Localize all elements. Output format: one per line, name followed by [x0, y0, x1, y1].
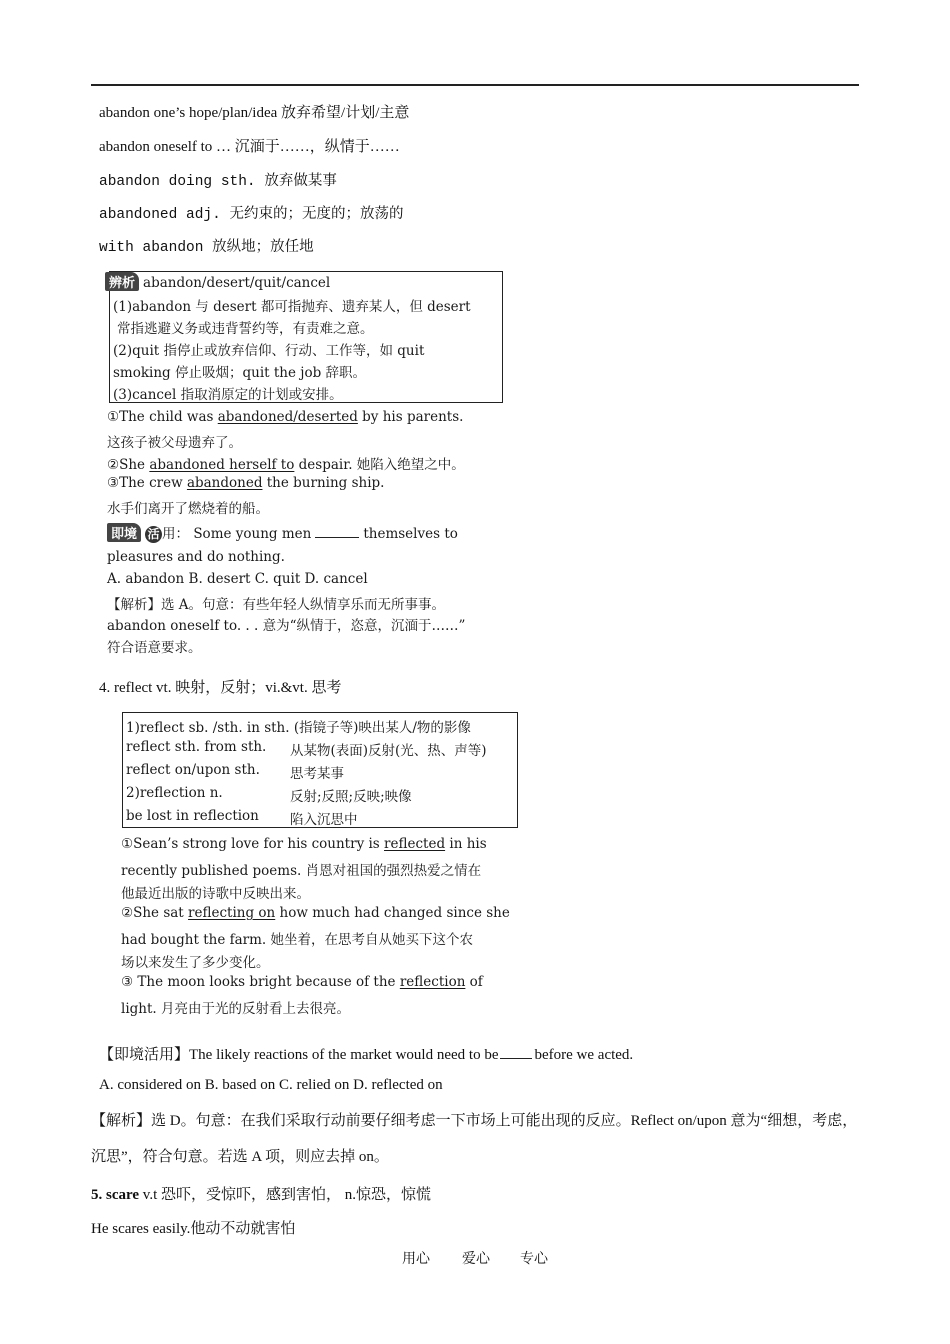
practice-1-answer-3: 符合语意要求。	[107, 640, 202, 656]
answer-blank	[315, 537, 359, 538]
practice-1-line-2: pleasures and do nothing.	[107, 549, 285, 565]
example-2: ②She abandoned herself to despair. 她陷入绝望之中。	[107, 457, 465, 473]
huo-icon: 活	[145, 526, 162, 543]
practice-1-options: A. abandon B. desert C. quit D. cancel	[107, 571, 368, 587]
reflect-row-4-cn: 反射;反照;反映;映像	[290, 789, 412, 805]
reflect-example-2-l3: 场以来发生了多少变化。	[121, 955, 270, 971]
practice-1-question: 即境 活 用： Some young men themselves to	[107, 522, 458, 543]
reflect-row-2-cn: 从某物(表面)反射(光、热、声等)	[290, 743, 487, 759]
practice-1-answer-2: abandon oneself to. . . 意为“纵情于，恣意，沉湎于……”	[107, 618, 466, 634]
practice-2-options: A. considered on B. based on C. relied on D. reflected on	[99, 1077, 443, 1093]
line-abandon-hope: abandon one’s hope/plan/idea 放弃希望/计划/主意	[99, 105, 410, 121]
reflect-row-5-cn: 陷入沉思中	[290, 812, 358, 828]
reflect-example-2-l2: had bought the farm. 她坐着，在思考自从她买下这个农	[121, 932, 473, 948]
line-abandoned-adj: abandoned adj. 无约束的；无度的；放荡的	[99, 207, 404, 223]
bianxi-icon: 辨析	[105, 272, 139, 291]
reflect-row-3-en: reflect on/upon sth.	[126, 762, 260, 778]
line-with-abandon: with abandon 放纵地；放任地	[99, 240, 314, 256]
footer-zhuanxin: 专心	[520, 1252, 548, 1267]
header-rule	[91, 84, 859, 86]
reflect-example-2: ②She sat reflecting on how much had changed since she	[121, 905, 510, 921]
reflect-example-3: ③ The moon looks bright because of the reflection of	[121, 974, 483, 990]
reflect-example-3-l2: light. 月亮由于光的反射看上去很亮。	[121, 1001, 350, 1017]
scare-heading: 5. scare v.t 恐吓，受惊吓，感到害怕， n.惊恐，惊慌	[91, 1187, 431, 1203]
practice-2-analysis: 【解析】选 D。句意：在我们采取行动前要仔细考虑一下市场上可能出现的反应。Reflect on/upon 意为“细想，考虑，沉思”，符合句意。若选 A 项，则应去掉 on。	[91, 1113, 858, 1165]
reflect-row-5-en: be lost in reflection	[126, 808, 259, 824]
footer-yongxin: 用心	[402, 1252, 430, 1267]
bianxi-header-row	[105, 272, 330, 291]
example-1: ①The child was abandoned/deserted by his parents.	[107, 409, 464, 425]
bianxi-header: abandon/desert/quit/cancel	[143, 275, 331, 291]
bianxi-row-1: (1)abandon 与 desert 都可指抛弃、遗弃某人，但 desert	[113, 299, 471, 315]
reflect-example-1: ①Sean’s strong love for his country is reflected in his	[121, 836, 487, 852]
reflect-example-1-l3: 他最近出版的诗歌中反映出来。	[121, 886, 310, 902]
line-abandon-oneself: abandon oneself to … 沉湎于……，纵情于……	[99, 139, 400, 155]
bianxi-row-4: smoking 停止吸烟；quit the job 辞职。	[113, 365, 366, 381]
practice-icon: 即境	[107, 523, 141, 542]
reflect-heading: 4. reflect vt. 映射，反射；vi.&vt. 思考	[99, 680, 342, 696]
answer-blank-2	[500, 1058, 532, 1059]
practice-2-question: 【即境活用】The likely reactions of the market would need to be before we acted.	[99, 1047, 634, 1063]
bianxi-row-3: (2)quit 指停止或放弃信仰、行动、工作等，如 quit	[113, 343, 425, 359]
reflect-row-2-en: reflect sth. from sth.	[126, 739, 267, 755]
reflect-row-1: 1)reflect sb. /sth. in sth. (指镜子等)映出某人/物的影像	[126, 720, 471, 736]
scare-example: He scares easily.他动不动就害怕	[91, 1221, 296, 1237]
reflect-row-4-en: 2)reflection n.	[126, 785, 223, 801]
bianxi-row-5: (3)cancel 指取消原定的计划或安排。	[113, 387, 343, 403]
footer-aixin: 爱心	[462, 1252, 490, 1267]
example-3: ③The crew abandoned the burning ship.	[107, 475, 385, 491]
bianxi-row-2: 常指逃避义务或违背誓约等，有责难之意。	[117, 321, 374, 337]
example-1-cn: 这孩子被父母遗弃了。	[107, 435, 242, 451]
example-3-cn: 水手们离开了燃烧着的船。	[107, 501, 269, 517]
reflect-row-3-cn: 思考某事	[290, 766, 344, 782]
line-abandon-doing: abandon doing sth. 放弃做某事	[99, 174, 337, 190]
reflect-example-1-l2: recently published poems. 肖恩对祖国的强烈热爱之情在	[121, 863, 482, 879]
practice-1-answer-1: 【解析】选 A。句意：有些年轻人纵情享乐而无所事事。	[107, 597, 446, 613]
scare-word: 5. scare	[91, 1187, 140, 1203]
